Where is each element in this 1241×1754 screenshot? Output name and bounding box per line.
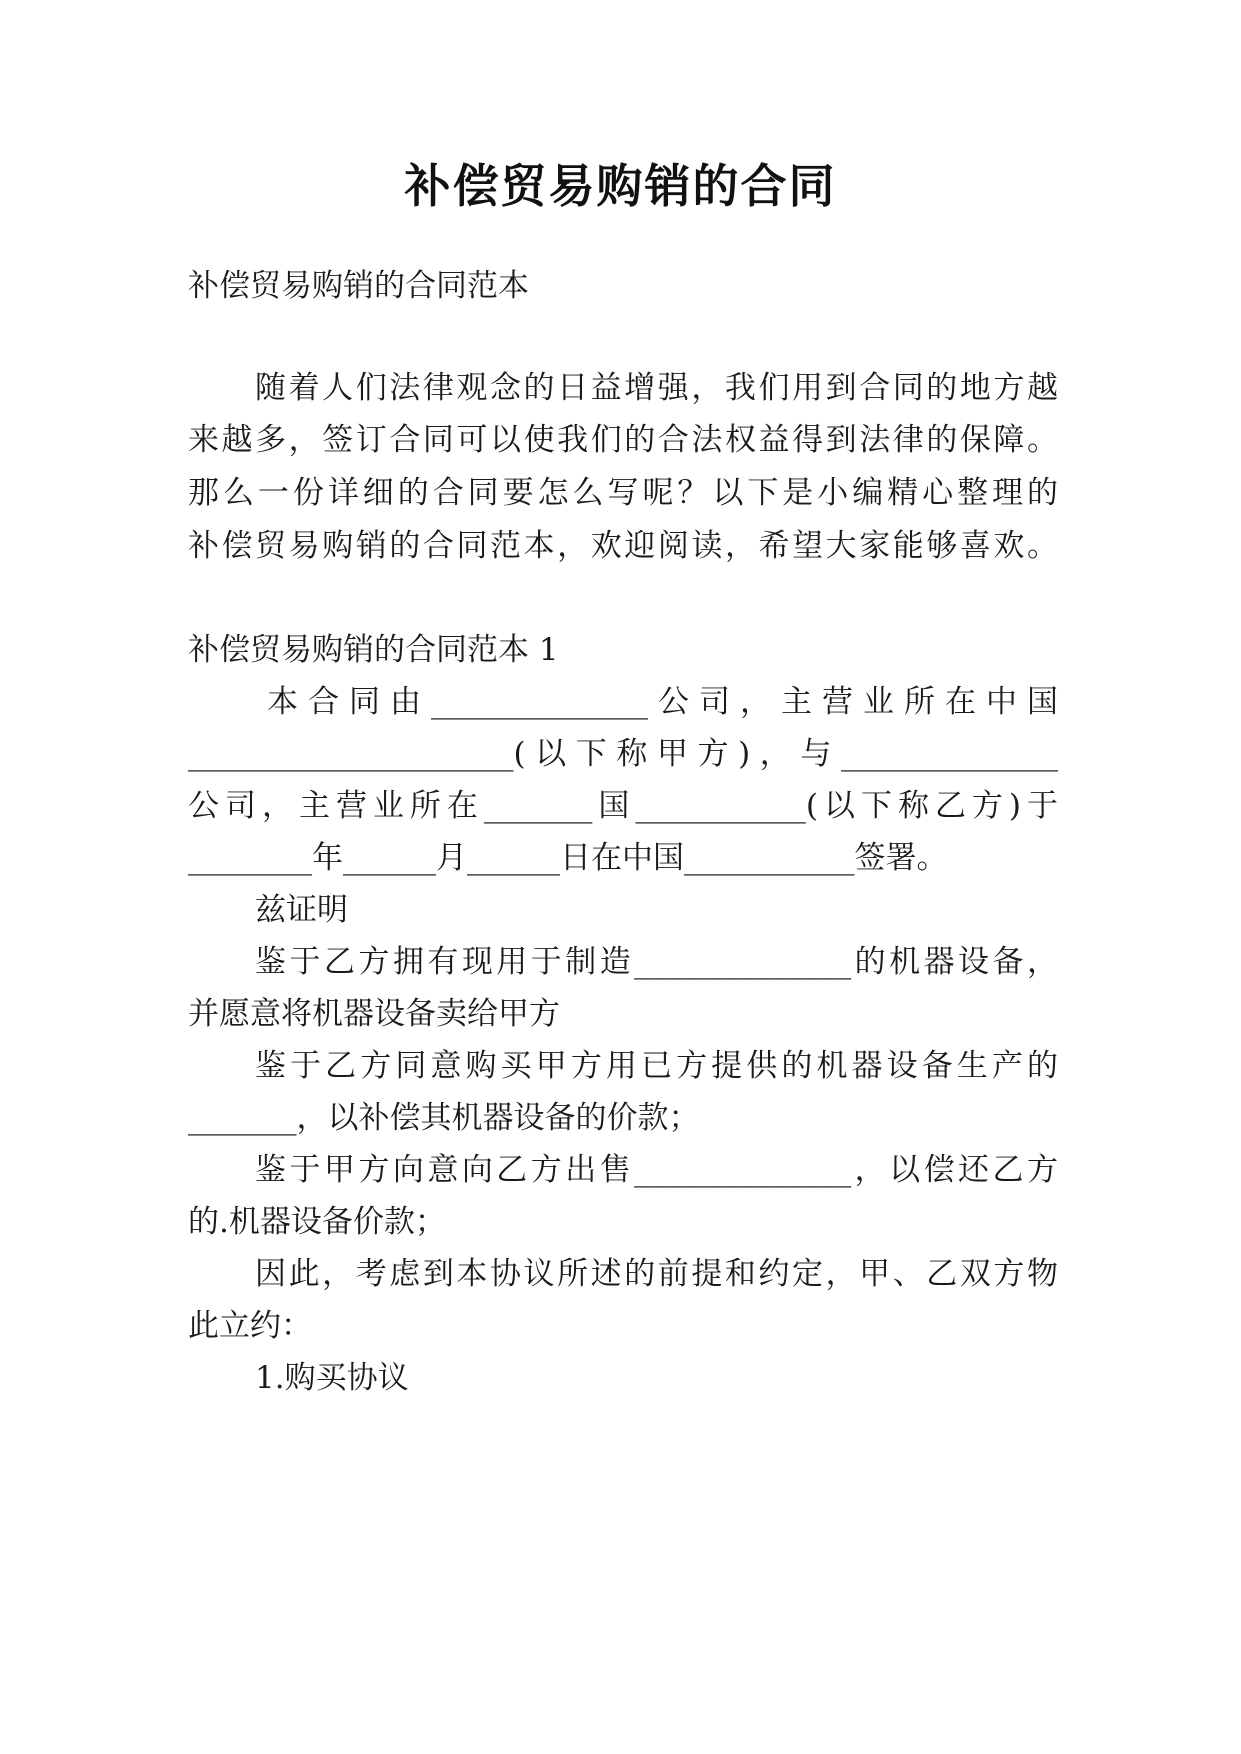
- document-subtitle: 补偿贸易购销的合同范本: [188, 268, 529, 304]
- contract-line: 的.机器设备价款；: [188, 1204, 446, 1240]
- contract-line: _____________________(以下称甲方)，与______________: [188, 736, 1058, 772]
- contract-line: _______，以补偿其机器设备的价款；: [188, 1100, 700, 1136]
- contract-line: 1.购买协议: [255, 1360, 409, 1396]
- contract-line: 鉴于乙方同意购买甲方用已方提供的机器设备生产的: [255, 1048, 1058, 1084]
- document-title: 补偿贸易购销的合同: [404, 159, 837, 213]
- contract-line: 公司，主营业所在_______国___________(以下称乙方)于: [188, 788, 1058, 824]
- intro-line: 那么一份详细的合同要怎么写呢？以下是小编精心整理的: [188, 475, 1058, 511]
- contract-line: 兹证明: [255, 892, 348, 928]
- contract-line: ________年______月______日在中国___________签署。: [188, 840, 948, 876]
- contract-line: 本合同由______________公司，主营业所在中国: [267, 684, 1058, 720]
- intro-line: 补偿贸易购销的合同范本，欢迎阅读，希望大家能够喜欢。: [188, 528, 1058, 564]
- contract-line: 并愿意将机器设备卖给甲方: [188, 996, 560, 1032]
- contract-line: 因此，考虑到本协议所述的前提和约定，甲、乙双方物: [255, 1256, 1058, 1292]
- contract-line: 鉴于甲方向意向乙方出售______________，以偿还乙方: [255, 1152, 1058, 1188]
- section-heading: 补偿贸易购销的合同范本 1: [188, 632, 559, 668]
- contract-line: 此立约：: [188, 1308, 312, 1344]
- intro-line: 随着人们法律观念的日益增强，我们用到合同的地方越: [255, 370, 1058, 406]
- contract-line: 鉴于乙方拥有现用于制造______________的机器设备，: [255, 944, 1058, 980]
- intro-line: 来越多，签订合同可以使我们的合法权益得到法律的保障。: [188, 422, 1058, 458]
